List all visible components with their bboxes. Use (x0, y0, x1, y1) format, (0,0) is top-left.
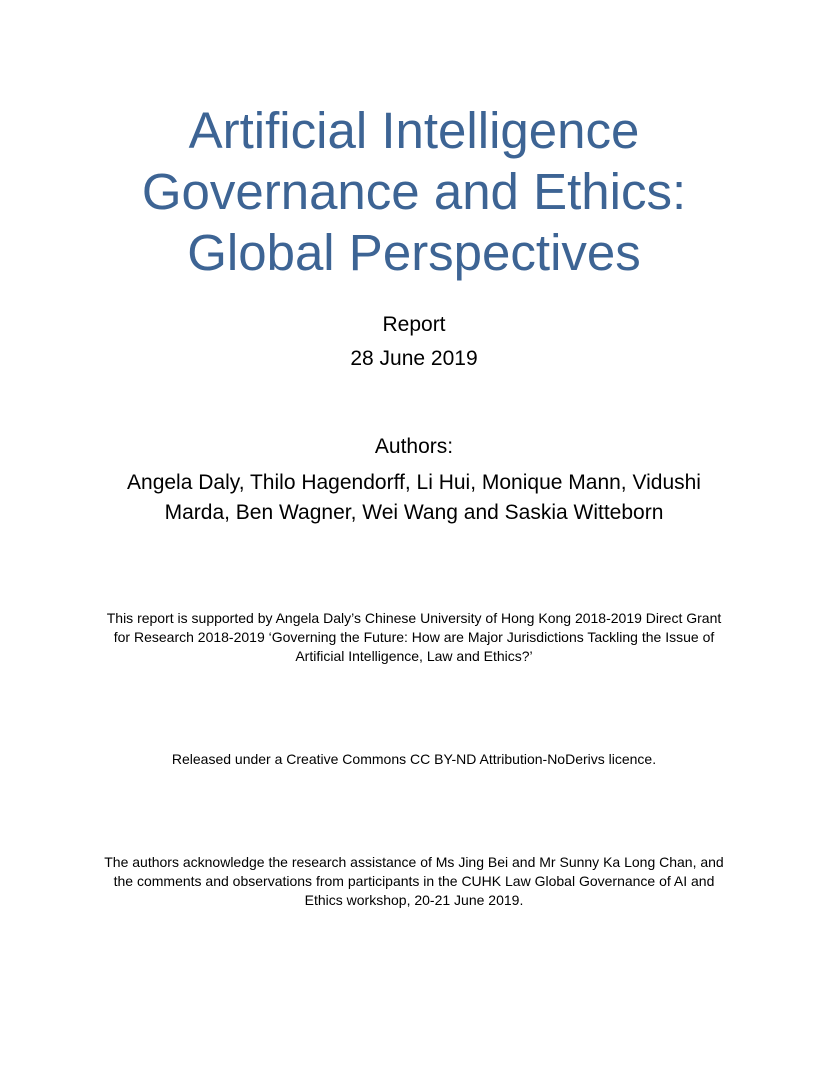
funding-statement-line-2: for Research 2018-2019 ‘Governing the Future: How are Major Jurisdictions Tackling the Issue of (113, 629, 715, 645)
acknowledgement-line-2: the comments and observations from participants in the CUHK Law Global Governance of AI and (113, 873, 715, 889)
funding-statement (0, 609, 828, 666)
authors-line-2: Marda, Ben Wagner, Wei Wang and Saskia Witteborn (164, 501, 664, 524)
acknowledgement-line-3: Ethics workshop, 20-21 June 2019. (304, 892, 524, 908)
report-date: 28 June 2019 (350, 347, 478, 370)
acknowledgement-statement (0, 853, 828, 910)
funding-statement-line-3: Artificial Intelligence, Law and Ethics?’ (295, 648, 533, 664)
authors-list (0, 468, 828, 528)
authors-heading: Authors: (374, 435, 454, 458)
funding-statement-line-1: This report is supported by Angela Daly’s Chinese University of Hong Kong 2018-2019 Direct Grant (106, 610, 722, 626)
licence-statement (0, 750, 828, 769)
report-title-line-2: Governance and Ethics: (141, 163, 687, 220)
acknowledgement-line-1: The authors acknowledge the research assistance of Ms Jing Bei and Mr Sunny Ka Long Chan, and (104, 854, 724, 870)
report-type-label: Report (382, 313, 446, 336)
licence-statement-text: Released under a Creative Commons CC BY-ND Attribution-NoDerivs licence. (171, 751, 657, 767)
report-title (0, 100, 828, 283)
report-title-line-1: Artificial Intelligence (188, 102, 640, 159)
authors-line-1: Angela Daly, Thilo Hagendorff, Li Hui, Monique Mann, Vidushi (127, 471, 701, 494)
report-title-line-3: Global Perspectives (187, 224, 641, 281)
